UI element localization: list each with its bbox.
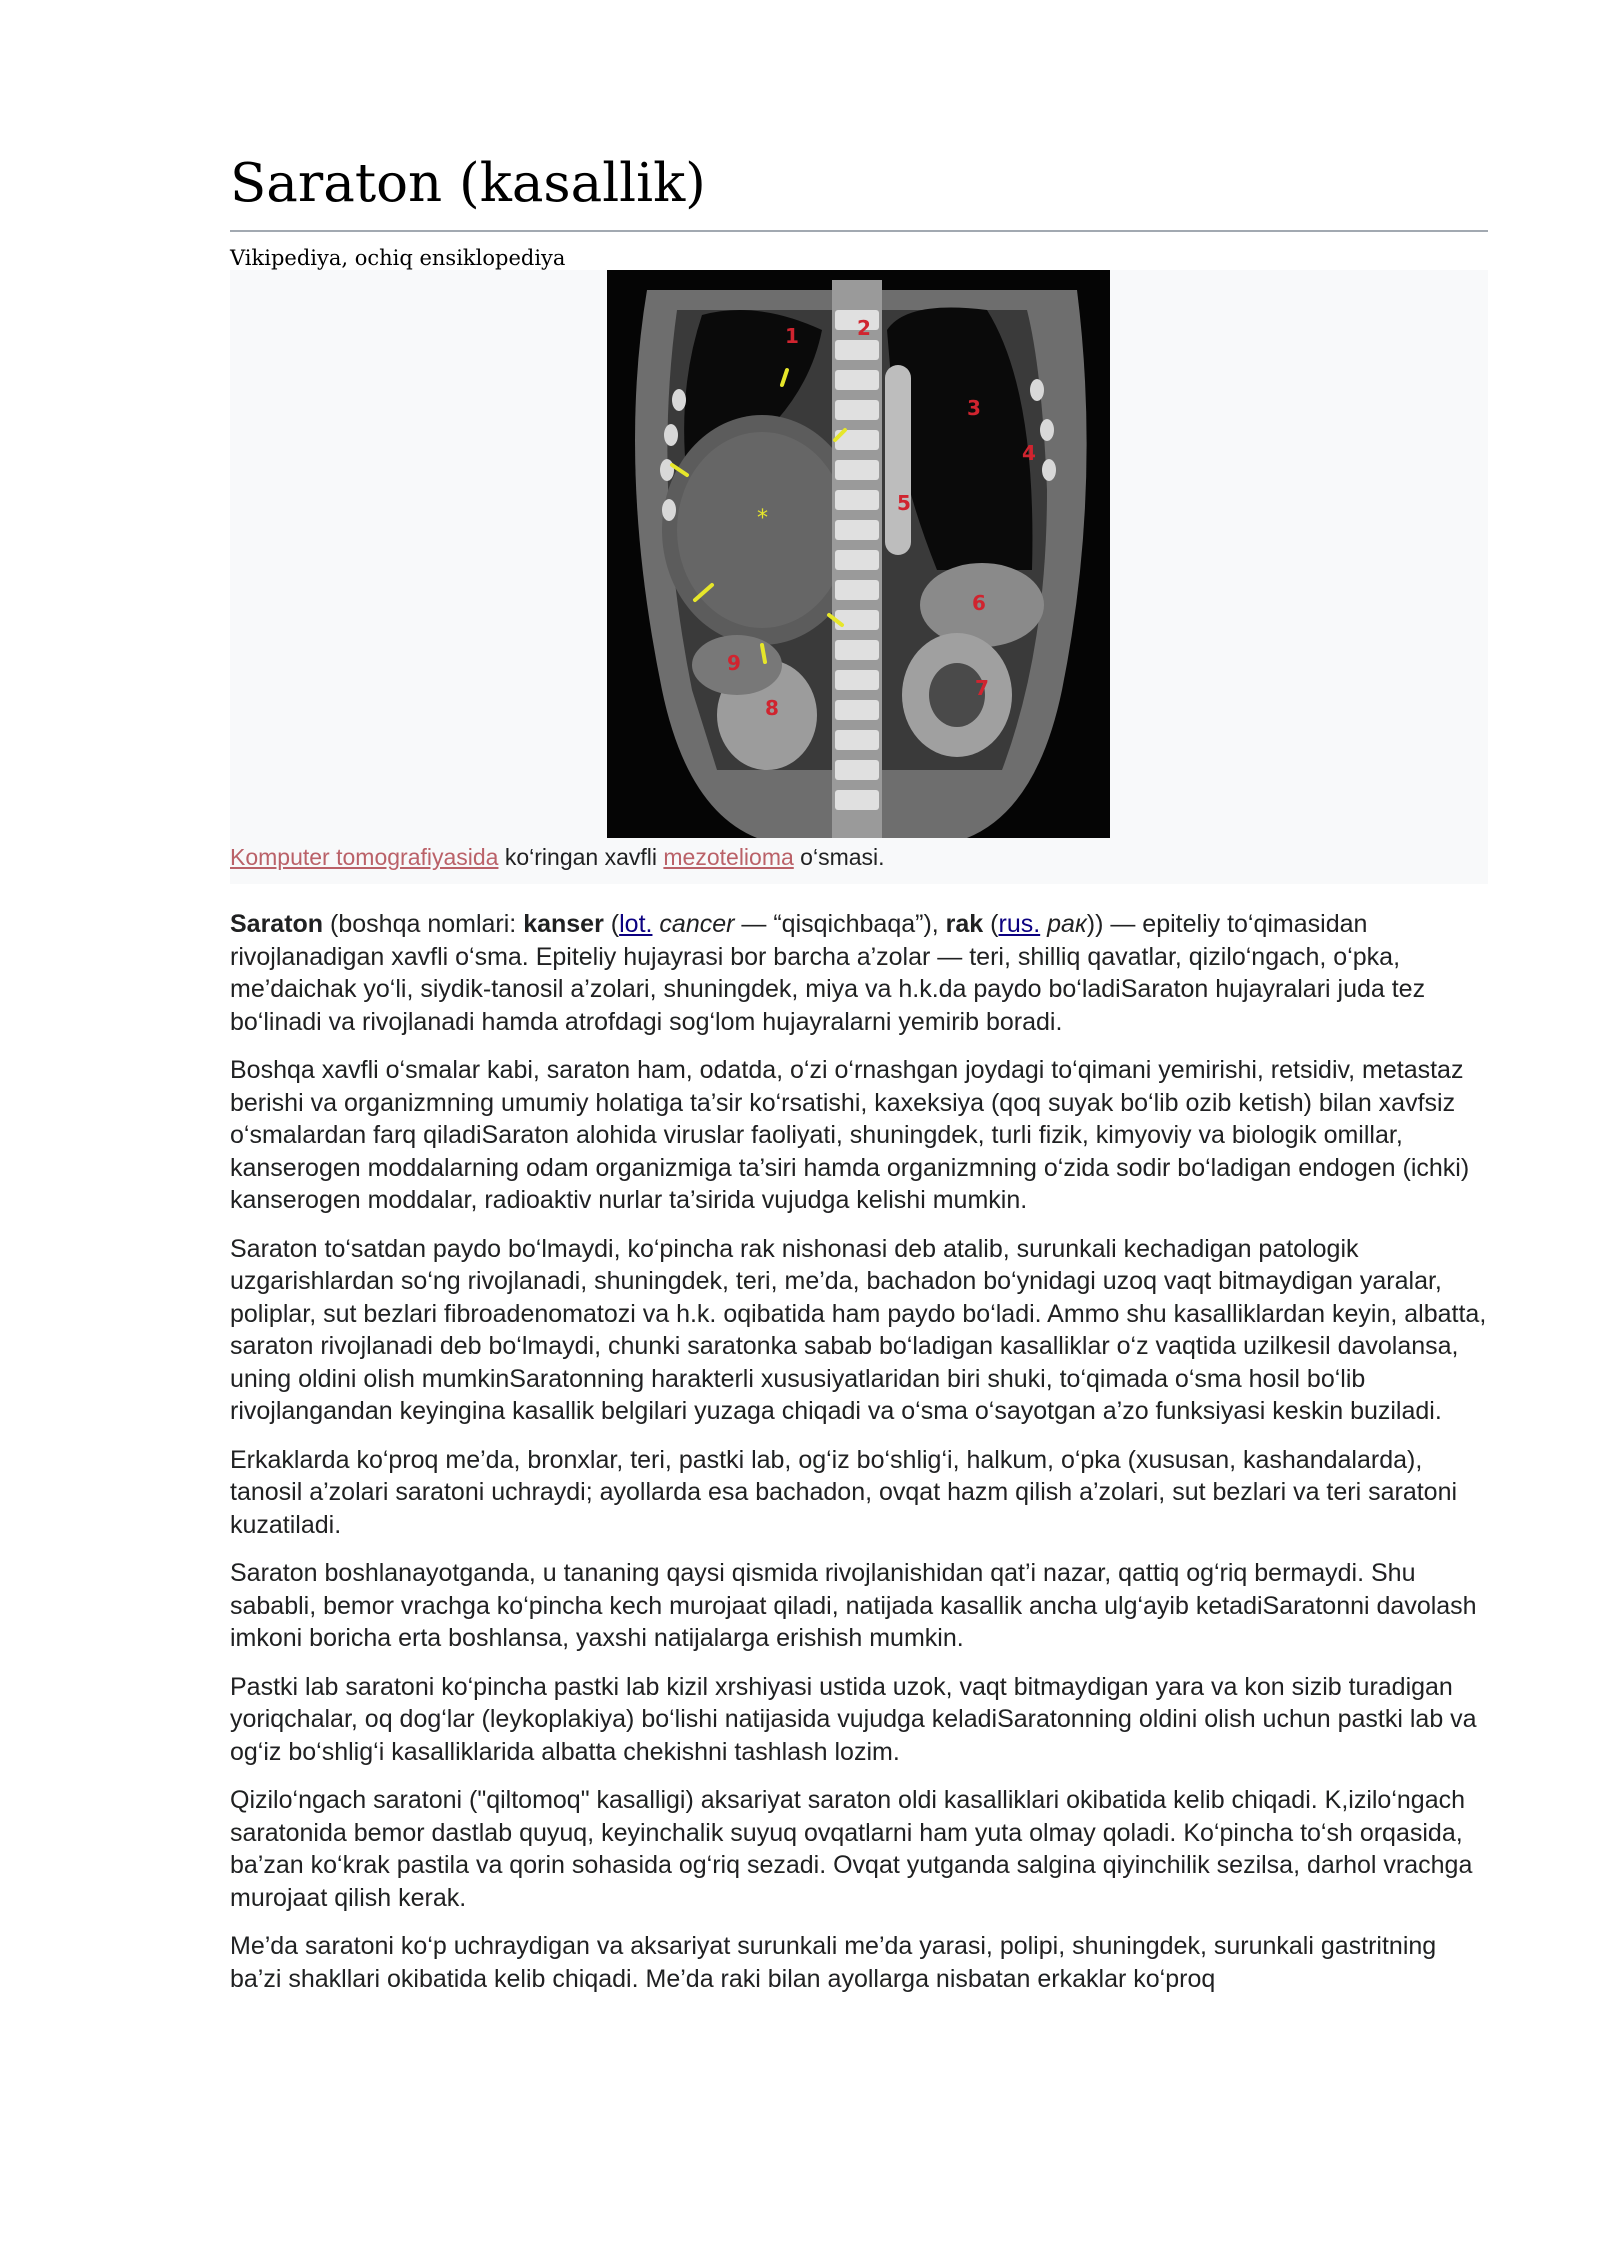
term-saraton: Saraton	[230, 910, 324, 938]
inline-text: — “qisqichbaqa”),	[734, 910, 946, 938]
ct-label-4: 4	[1022, 441, 1036, 465]
body-paragraph: Boshqa xavfli o‘smalar kabi, saraton ham, odatda, o‘zi o‘rnashgan joydagi to‘qimani yemirishi, retsidiv, metastaz berishi va organizmning umumiy holatiga ta’sir ko‘rsatishi, kaxeksiya (qoq suyak bo‘lib ozib ketish) bilan xavfsiz o‘smalardan farq qiladiSaraton alohida viruslar faoliyati, shuningdek, turli fizik, kimyoviy va biologik omillar, kanserogen moddalarning odam organizmiga ta’siri hamda organizmning o‘zida sodir bo‘ladigan endogen (ichki) kanserogen moddalar, radioaktiv nurlar ta’sirida vujudga kelishi mumkin.	[230, 1056, 1470, 1214]
link-rus[interactable]: rus.	[998, 910, 1041, 938]
body-paragraph: Saraton boshlanayotganda, u tananing qaysi qismida rivojlanishidan qat’i nazar, qattiq og‘riq bermaydi. Shu sababli, bemor vrachga ko‘pincha kech murojaat qiladi, natijada kasallik ancha ulg‘ayib ketadiSaratonni davolash imkoni boricha erta boshlansa, yaxshi natijalarga erishish mumkin.	[230, 1559, 1477, 1652]
caption-link-komputer-tomografiyasi[interactable]: Komputer tomografiyasida	[230, 844, 499, 870]
figure-box	[230, 270, 1488, 884]
term-rak: rak	[945, 910, 984, 938]
site-subtitle: Vikipediya, ochiq ensiklopediya	[230, 246, 566, 270]
body-paragraph: Saraton to‘satdan paydo bo‘lmaydi, ko‘pincha rak nishonasi deb atalib, surunkali kechadigan patologik uzgarishlardan so‘ng rivojlanadi, shuningdek, teri, me’da, bachadon bo‘ynidagi uzoq vaqt bitmaydigan yaralar, poliplar, sut bezlari fibroadenomatozi va h.k. oqibatida ham paydo bo‘ladi. Ammo shu kasalliklardan keyin, albatta, saraton rivojlanadi deb bo‘lmaydi, chunki saratonka sabab bo‘ladigan kasalliklar o‘z vaqtida uzilkesil davolansa, uning oldini olish mumkinSaratonning harakterli xususiyatlaridan biri shuki, to‘qimada o‘sma hosil bo‘lib rivojlangandan keyingina kasallik belgilari yuzaga chiqadi va o‘sma o‘sayotgan a’zo funksiyasi keskin buziladi.	[230, 1234, 1487, 1425]
body-paragraph: Erkaklarda ko‘proq me’da, bronxlar, teri, pastki lab, og‘iz bo‘shlig‘i, halkum, o‘pka (xususan, kashandalarda), tanosil a’zolari saratoni uchraydi; ayollarda esa bachadon, ovqat hazm qilish a’zolari, sut bezlari va teri saratoni kuzatiladi.	[230, 1445, 1458, 1539]
caption-text: ko‘ringan xavfli	[498, 844, 664, 870]
ct-label-8: 8	[765, 696, 779, 720]
inline-text: (	[603, 910, 620, 938]
article-body	[230, 908, 1488, 2011]
ct-label-1: 1	[785, 324, 799, 348]
intro-paragraph	[230, 908, 1488, 1038]
ct-label-3: 3	[967, 396, 981, 420]
inline-text: (boshqa nomlari:	[323, 910, 524, 938]
ct-label-7: 7	[975, 676, 989, 700]
inline-text: (	[983, 910, 999, 938]
title-divider	[230, 230, 1488, 232]
link-lot[interactable]: lot.	[619, 910, 653, 938]
ct-label-6: 6	[972, 591, 986, 615]
ct-scan-image	[607, 270, 1110, 838]
term-rak-russian: рак	[1047, 910, 1087, 938]
body-paragraph: Pastki lab saratoni ko‘pincha pastki lab kizil xrshiyasi ustida uzok, vaqt bitmaydigan yara va kon sizib turadigan yoriqchalar, oq dog‘lar (leykoplakiya) bo‘lishi natijasida vujudga keladiSaratonning oldini olish uchun pastki lab va og‘iz bo‘shlig‘i kasalliklarida albatta chekishni tashlash lozim.	[230, 1672, 1477, 1766]
term-kanser: kanser	[523, 910, 604, 938]
ct-scan-drawing	[607, 270, 1110, 838]
page-title: Saraton (kasallik)	[230, 153, 706, 214]
inline-text: )) — epiteliy to‘qimasidan rivojlanadigan xavfli o‘sma. Epiteliy hujayrasi bor barcha a’zolar — teri, shilliq qavatlar, qizilo‘ngach, o‘pka, me’daichak yo‘li, siydik-tanosil a’zolari, shuningdek, miya va h.k.da paydo bo‘ladiSaraton hujayralari juda tez bo‘linadi va rivojlanadi hamda atrofdagi sog‘lom hujayralarni yemirib boradi.	[230, 910, 1426, 1036]
ct-label-2: 2	[857, 316, 871, 340]
ct-label-9: 9	[727, 651, 741, 675]
body-paragraph: Me’da saratoni ko‘p uchraydigan va aksariyat surunkali me’da yarasi, polipi, shuningdek, surunkali gastritning ba’zi shakllari okibatida kelib chiqadi. Me’da raki bilan ayollarga nisbatan erkaklar ko‘proq	[230, 1932, 1437, 1993]
caption-text: o‘smasi.	[793, 844, 885, 870]
term-cancer: cancer	[659, 910, 735, 938]
caption-link-mezotelioma[interactable]: mezotelioma	[663, 844, 794, 870]
figure-caption	[230, 842, 1488, 872]
body-paragraph: Qizilo‘ngach saratoni ("qiltomoq" kasalligi) aksariyat saraton oldi kasalliklari okibatida kelib chiqadi. K,izilo‘ngach saratonida bemor dastlab quyuq, keyinchalik suyuq ovqatlarni ham yuta olmay qoladi. Ko‘pincha to‘sh orqasida, ba’zan ko‘krak pastila va qorin sohasida og‘riq sezadi. Ovqat yutganda salgina qiyinchilik sezilsa, darhol vrachga murojaat qilish kerak.	[230, 1786, 1473, 1912]
svg-text:*: *	[757, 506, 768, 531]
ct-label-5: 5	[897, 491, 911, 515]
